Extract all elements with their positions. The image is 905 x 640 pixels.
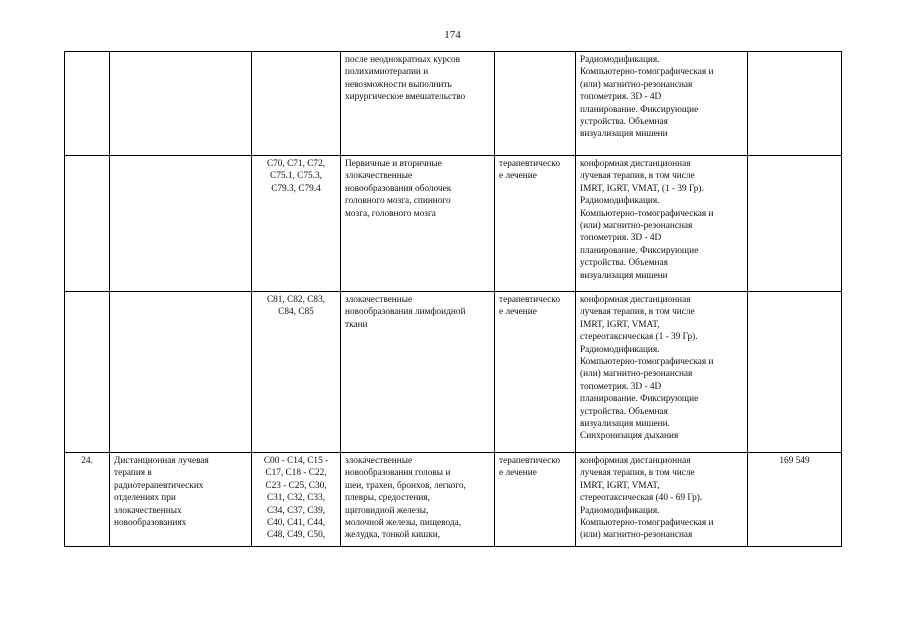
cell-text-line: щитовидной железы, — [345, 505, 429, 516]
cell-text-line: новообразованиях — [114, 518, 187, 529]
cell-text-line: планирование. Фиксирующие — [580, 394, 699, 405]
icd-codes-cell — [252, 453, 341, 547]
cell-text-line: желудка, тонкой кишки, — [345, 530, 441, 541]
treatment-method-cell — [576, 156, 748, 292]
cell-text-line: IMRT, IGRT, VMAT, — [580, 480, 660, 491]
cell-text-line: C40, C41, C44, — [266, 518, 326, 529]
cell-text-line: Компьютерно-томографическая и — [580, 208, 714, 219]
cell-text-line: Радиомодификация. — [580, 344, 660, 355]
treatment-type-cell — [495, 52, 576, 156]
cell-text-line: IMRT, IGRT, VMAT, (1 - 39 Гр). — [580, 183, 704, 194]
page-number: 174 — [444, 29, 461, 41]
cell-text-line: C75.1, C75.3, — [270, 171, 322, 182]
cell-text-line: (или) магнитно-резонансная — [580, 530, 693, 541]
cell-text-line: лучевая терапия, в том числе — [580, 171, 695, 182]
cell-text-line: C00 - C14, C15 - — [263, 456, 329, 466]
cell-text-line: невозможности выполнить — [345, 79, 452, 90]
cell-text-line: Компьютерно-томографическая и — [580, 518, 714, 529]
treatment-method-cell — [576, 52, 748, 156]
cell-text-line: отделениях при — [114, 493, 176, 504]
cell-text-line: визуализация мишени — [580, 270, 668, 281]
cell-text-line: конформная дистанционная — [580, 295, 691, 305]
icd-codes-cell — [252, 52, 341, 156]
cell-text-line: конформная дистанционная — [580, 456, 691, 466]
cell-text-line: C81, C82, C83, — [266, 295, 326, 305]
cell-text-line: Компьютерно-томографическая и — [580, 67, 714, 78]
cell-text-line: (или) магнитно-резонансная — [580, 221, 693, 232]
cell-text-line: планирование. Фиксирующие — [580, 245, 699, 256]
cell-text: 24. — [81, 456, 93, 466]
row-number-cell — [65, 156, 110, 292]
cell-text-line: терапевтическо — [499, 456, 560, 466]
cost-cell — [748, 292, 842, 453]
cell-text-line: радиотерапевтических — [114, 480, 204, 491]
cell-text-line: терапевтическо — [499, 159, 560, 169]
cell-text-line: топометрия. 3D - 4D — [580, 233, 662, 244]
cell-text-line: новообразования лимфоидной — [345, 307, 466, 318]
cell-text-line: C34, C37, C39, — [266, 505, 326, 516]
patient-model-cell — [341, 52, 495, 156]
cell-text-line: головного мозга, спинного — [345, 196, 451, 207]
cell-text-line: Компьютерно-томографическая и — [580, 357, 714, 368]
cost-cell — [748, 156, 842, 292]
cell-text-line: C70, C71, C72, — [266, 159, 326, 169]
cell-text-line: Радиомодификация. — [580, 505, 660, 516]
cell-text-line: C79.3, C79.4 — [271, 183, 321, 194]
cell-text-line: злокачественных — [114, 505, 182, 516]
care-type-name-cell — [110, 292, 252, 453]
cell-text-line: Радиомодификация. — [580, 196, 660, 207]
cell-text-line: е лечение — [499, 307, 537, 318]
cell-text-line: молочной железы, пищевода, — [345, 518, 462, 529]
cell-text-line: C31, C32, C33, — [266, 493, 326, 504]
cell-text-line: ткани — [345, 319, 368, 330]
row-number-cell — [65, 52, 110, 156]
cell-text-line: визуализация мишени — [580, 129, 668, 140]
cell-text-line: топометрия. 3D - 4D — [580, 92, 662, 103]
cell-text-line: устройства. Объемная — [580, 258, 668, 269]
cell-text-line: Синхронизация дыхания — [580, 431, 679, 442]
care-type-name-cell — [110, 156, 252, 292]
cell-text-line: е лечение — [499, 171, 537, 182]
cell-text-line: (или) магнитно-резонансная — [580, 369, 693, 380]
treatment-type-cell — [495, 156, 576, 292]
cell-text-line: после неоднократных курсов — [345, 55, 461, 65]
patient-model-cell — [341, 453, 495, 547]
cell-text-line: топометрия. 3D - 4D — [580, 381, 662, 392]
cost-cell — [748, 453, 842, 547]
row-number-cell — [65, 292, 110, 453]
cell-text-line: хирургическое вмешательство — [345, 92, 466, 103]
icd-codes-cell — [252, 292, 341, 453]
cell-text-line: Дистанционная лучевая — [114, 456, 209, 466]
treatment-method-cell — [576, 292, 748, 453]
table-row — [65, 52, 842, 156]
icd-codes-cell — [252, 156, 341, 292]
cell-text-line: шеи, трахеи, бронхов, легкого, — [345, 480, 466, 491]
table-row — [65, 453, 842, 547]
cost-cell — [748, 52, 842, 156]
treatment-type-cell — [495, 292, 576, 453]
cell-text-line: злокачественные — [345, 295, 413, 305]
cell-text-line: (или) магнитно-резонансная — [580, 79, 693, 90]
table-body — [65, 52, 842, 547]
cell-text-line: конформная дистанционная — [580, 159, 691, 169]
table-row — [65, 292, 842, 453]
cell-text: 169 549 — [779, 456, 810, 466]
cell-text-line: полихимиотерапии и — [345, 67, 429, 78]
treatment-type-cell — [495, 453, 576, 547]
cell-text-line: плевры, средостения, — [345, 493, 430, 504]
care-type-name-cell — [110, 52, 252, 156]
cell-text-line: стереотаксическая (1 - 39 Гр). — [580, 332, 698, 343]
cell-text-line: устройства. Объемная — [580, 117, 668, 128]
patient-model-cell — [341, 292, 495, 453]
cell-text-line: мозга, головного мозга — [345, 208, 436, 219]
patient-model-cell — [341, 156, 495, 292]
cell-text-line: Первичные и вторичные — [345, 159, 442, 169]
cell-text-line: визуализация мишени. — [580, 419, 670, 430]
cell-text-line: новообразования головы и — [345, 468, 451, 479]
cell-text-line: C23 - C25, C30, — [265, 480, 327, 491]
cell-text-line: C84, C85 — [278, 307, 314, 318]
cell-text-line: лучевая терапия, в том числе — [580, 307, 695, 318]
row-number-cell — [65, 453, 110, 547]
cell-text-line: стереотаксическая (40 - 69 Гр). — [580, 493, 703, 504]
cell-text-line: устройства. Объемная — [580, 406, 668, 417]
care-types-table — [64, 51, 842, 547]
cell-text-line: IMRT, IGRT, VMAT, — [580, 319, 660, 330]
table-row — [65, 156, 842, 292]
cell-text-line: C17, C18 - C22, — [265, 468, 327, 479]
cell-text-line: лучевая терапия, в том числе — [580, 468, 695, 479]
cell-text-line: планирование. Фиксирующие — [580, 104, 699, 115]
cell-text-line: злокачественные — [345, 171, 413, 182]
treatment-method-cell — [576, 453, 748, 547]
care-type-name-cell — [110, 453, 252, 547]
cell-text-line: C48, C49, C50, — [266, 530, 326, 541]
cell-text-line: е лечение — [499, 468, 537, 479]
cell-text-line: новообразования оболочек — [345, 183, 452, 194]
cell-text-line: злокачественные — [345, 456, 413, 466]
cell-text-line: терапевтическо — [499, 295, 560, 305]
cell-text-line: терапия в — [114, 468, 152, 479]
cell-text-line: Радиомодификация. — [580, 55, 660, 65]
